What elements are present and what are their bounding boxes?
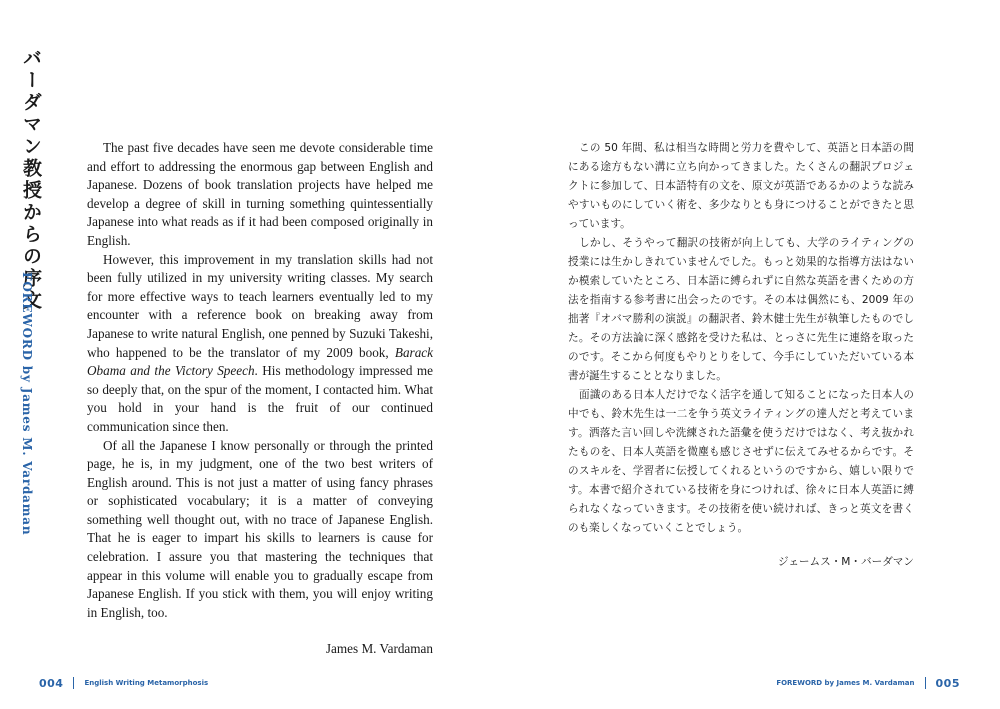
page-number-right: 005 [935, 676, 960, 690]
footer-book-title: English Writing Metamorphosis [84, 679, 209, 687]
english-paragraph-1: The past five decades have seen me devote considerable time and effort to addressing the enormous gap between English and Japanese. Dozens of book translation projects have helped me develop a degree of skill in turning something quintessentially Japanese into what reads as if it had been composed originally in English. [87, 140, 433, 248]
footer-divider-right [925, 677, 926, 689]
japanese-paragraph-2: しかし、そうやって翻訳の技術が向上しても、大学のライティングの授業には生かしきれていませんでした。もっと効果的な指導方法はないか模索していたところ、日本語に縛られずに自然な英語を書くための方法を指南する参考書に出会ったのです。その本は偶然にも、2009 年の拙著『オバマ勝利の演説』の翻訳者、鈴木健士先生が執筆したものでした。その方法論に深く感銘を受けた私は、とっさに先生に連絡を取ったのです。そこから何度もやりとりをして、今手にしていただいている本書が誕生することとなりました。 [568, 237, 914, 382]
vertical-subtitle: FOREWORD by James M. Vardaman [20, 272, 34, 536]
english-paragraph-2-text-b: . His methodology impressed me so deeply that, on the spur of the moment, I contacted him. What you hold in your hand is the fruit of our continued communication since then. [87, 363, 433, 434]
vertical-title: バーダマン教授からの序文 [20, 48, 42, 312]
japanese-column [568, 139, 914, 572]
english-column [87, 139, 433, 659]
footer-left [39, 676, 208, 690]
japanese-paragraph-3: 面識のある日本人だけでなく活字を通して知ることになった日本人の中でも、鈴木先生は一二を争う英文ライティングの達人だと考えています。洒落た言い回しや洗練された語彙を使うだけではなく、考え抜かれたものを、日本人英語を微塵も感じさせずに伝えてみせるからです。そのスキルを、学習者に伝授してくれるというのですから、嬉しい限りです。本書で紹介されている技術を身につければ、徐々に日本人英語に縛られなくなっていきます。その技術を使い続ければ、きっと英文を書くのも楽しくなっていくことでしょう。 [568, 389, 914, 534]
english-signature: James M. Vardaman [325, 641, 433, 657]
english-paragraph-3: Of all the Japanese I know personally or through the printed page, he is, in my judgment, one of the two best writers of English around. This is not just a matter of using fancy phrases or sophisticated vocabulary; it is a matter of conveying something well thought out, with no trace of Japanese English. That he is eager to impart his skills to learners is cause for celebration. I assure you that mastering the techniques that appear in this volume will enable you to gradually escape from Japanese English. If you stick with them, you will enjoy writing in English, too. [87, 437, 433, 620]
book-title: Barack Obama and the Victory Speech [87, 344, 433, 379]
english-paragraph-2-text-a: However, this improvement in my translation skills had not been fully utilized in my university writing classes. My search for more effective ways to teach learners eventually led to my encounter with a reference book on breaking away from Japanese to write natural English, one penned by Suzuki Takeshi, who happened to be the translator of my 2009 book, [87, 251, 433, 360]
japanese-signature: ジェームス・M・バーダマン [777, 556, 914, 568]
footer-divider-left [73, 677, 74, 689]
japanese-paragraph-1: この 50 年間、私は相当な時間と労力を費やして、英語と日本語の間にある途方もない溝に立ち向かってきました。たくさんの翻訳プロジェクトに参加して、日本語特有の文を、原文が英語であるかのような読みやすいものにしていく術を、多少なりとも身につけることができたと思っています。 [568, 142, 914, 230]
page-number-left: 004 [39, 676, 64, 690]
footer-section-title: FOREWORD by James M. Vardaman [776, 679, 915, 687]
footer-right [776, 676, 960, 690]
english-paragraph-2 [87, 251, 433, 437]
